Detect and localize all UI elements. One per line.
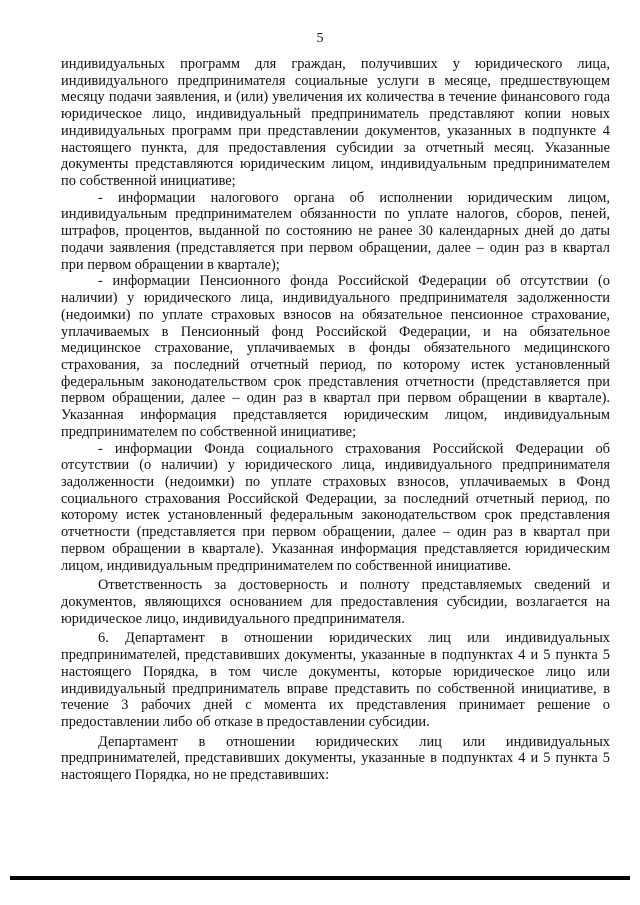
bottom-border-line: [10, 876, 630, 880]
paragraph-pension-fund-info: - информации Пенсионного фонда Российской Федерации об отсутствии (о наличии) у юридического лица, индивидуального предпринимателя задолженности (недоимки) по уплате страховых взносов на обязательное пенсионное страхование, уплачиваемых в Пенсионный фонд Российской Федерации, и на обязательное медицинское страхование, уплачиваемых в фонды обязательного медицинского страхования, за последний отчетный период, по которому истек установленный федеральным законодательством срок представления отчетности (представляется при первом обращении, далее – один раз в квартал при первом обращении в квартале). Указанная информация представляется юридическим лицом, индивидуальным предпринимателем по собственной инициативе;: [61, 273, 610, 440]
page-number: 5: [316, 31, 324, 46]
paragraph-responsibility: Ответственность за достоверность и полноту представляемых сведений и документов, являющихся основанием для предоставления субсидии, возлагается на юридическое лицо, индивидуального предпринимателя.: [61, 577, 610, 627]
document-body: [61, 56, 610, 784]
paragraph-continuation: индивидуальных программ для граждан, получивших у юридического лица, индивидуального предпринимателя социальные услуги в месяце, предшествующем месяцу подачи заявления, и (или) увеличения их количества в течение финансового года юридическое лицо, индивидуальный предприниматель представляют копии новых индивидуальных программ при представлении документов, указанных в подпункте 4 настоящего пункта, для предоставления субсидии за отчетный месяц. Указанные документы представляются юридическим лицом, индивидуальным предпринимателем по собственной инициативе;: [61, 56, 610, 190]
paragraph-social-insurance-info: - информации Фонда социального страхования Российской Федерации об отсутствии (о наличии) у юридического лица, индивидуального предпринимателя задолженности (недоимки) по уплате страховых взносов, уплачиваемых в Фонд социального страхования Российской Федерации, за последний отчетный период, по которому истек установленный федеральным законодательством срок представления отчетности (представляется при первом обращении, далее – один раз в квартал при первом обращении в квартале). Указанная информация представляется юридическим лицом, индивидуальным предпринимателем по собственной инициативе.: [61, 440, 610, 574]
paragraph-tax-info: - информации налогового органа об исполнении юридическим лицом, индивидуальным предпринимателем обязанности по уплате налогов, сборов, пеней, штрафов, процентов, выданной по состоянию не ранее 30 календарных дней до даты подачи заявления (представляется при первом обращении, далее – один раз в квартал при первом обращении в квартале);: [61, 189, 610, 273]
paragraph-item-6: 6. Департамент в отношении юридических лиц или индивидуальных предпринимателей, представивших документы, указанные в подпунктах 4 и 5 пункта 5 настоящего Порядка, в том числе документы, которые юридическое лицо или индивидуальный предприниматель вправе представить по собственной инициативе, в течение 3 рабочих дней с момента их представления принимает решение о предоставлении либо об отказе в предоставлении субсидии.: [61, 630, 610, 731]
paragraph-department: Департамент в отношении юридических лиц или индивидуальных предпринимателей, представивших документы, указанные в подпунктах 4 и 5 пункта 5 настоящего Порядка, но не представивших:: [61, 733, 610, 784]
